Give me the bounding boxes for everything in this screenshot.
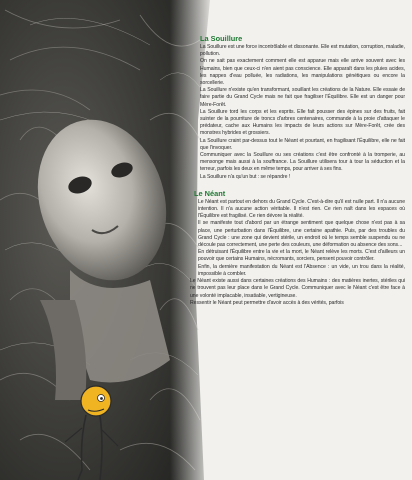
paragraph: La Souillure n'existe qu'en transformant, souillant les créations de la Nature. Elle essaie de faire partie du Grand Cycle mais ne fait que fragiliser l'Équilibre. Elle est un danger pour Mère-Forêt. [200,87,405,108]
section-title-souillure: La Souillure [200,34,243,43]
paragraph: Le Néant est partout en dehors du Grand Cycle. C'est-à-dire qu'il est nulle part. Il n'a aucune intention. Il n'a aucune action véritable. Il n'est rien. Ce rien naît dans les espaces où l'Équilibre est fragilisé. Ce rien dévore la réalité. [198,198,405,220]
section-souillure [190,34,405,181]
paragraph: En détruisant l'Équilibre entre la vie et la mort, le Néant relève les morts. C'est d'ailleurs un pouvoir que certains Humains, nécromants, sorciers, pensent pouvoir contrôler. [198,249,405,263]
paragraph: La Souillure est une force incontrôlable et dissonante. Elle est mutation, corruption, maladie, pollution. [200,44,405,58]
paragraph: Il se manifeste tout d'abord par un étrange sentiment que quelque chose n'est pas à sa place, une perturbation dans l'Équilibre, une certaine apathie. Puis, par des troubles du Grand Cycle : une zone qui devient stérile, un endroit où le temps semble suspendu ou ne découle pas correctement, une perte des couleurs, une déformation ou absence des sons... [198,220,405,249]
section-neant [190,189,405,307]
paragraph: Communiquer avec la Souillure ou ses créations c'est être confronté à la tromperie, au mensonge mais aussi à la souffrance. La Souillure utilisera tour à tour la séduction et la terreur, parfois les deux en même temps, pour arriver à ses fins. [200,152,405,173]
paragraph: On ne sait pas exactement comment elle est apparue mais elle arrive souvent avec les Humains, bien que ceux-ci n'en aient pas conscience. Elle apparaît dans les pluies acides, les nappes d'eau polluée, les radiations, les manipulations génétiques ou encore la sorcellerie. [200,58,405,87]
text-column [190,28,405,480]
paragraph: La Souillure n'a qu'un but : se répandre ! [200,173,291,180]
paragraph: La Souillure craint par-dessus tout le Néant et pourtant, en fragilisant l'Équilibre, elle ne fait que l'invoquer. [200,137,405,151]
paragraph: Enfin, la dernière manifestation du Néant est l'Absence : un vide, un trou dans la réalité, impossible à combler. [198,263,405,277]
section-title-neant: Le Néant [194,188,226,198]
paragraph: Ressentir le Néant peut permettre d'avoir accès à des vérités, parfois [190,299,344,306]
paragraph: La Souillure tord les corps et les esprits. Elle fait pousser des épines sur des fruits, fait suinter de la pourriture de troncs d'arbres centenaires, commande à la proie d'attaquer le prédateur, cache aux Humains les impacts de leurs actions sur Mère-Forêt, crée des monstres hybrides et grossiers. [200,108,405,137]
paragraph: Le Néant existe aussi dans certaines créations des Humains : des matières inertes, stériles qui ne trouvent pas leur place dans le Grand Cycle. Communiquer avec le Néant c'est être face à une volonté implacable, insatiable, vertigineuse. [190,278,405,299]
